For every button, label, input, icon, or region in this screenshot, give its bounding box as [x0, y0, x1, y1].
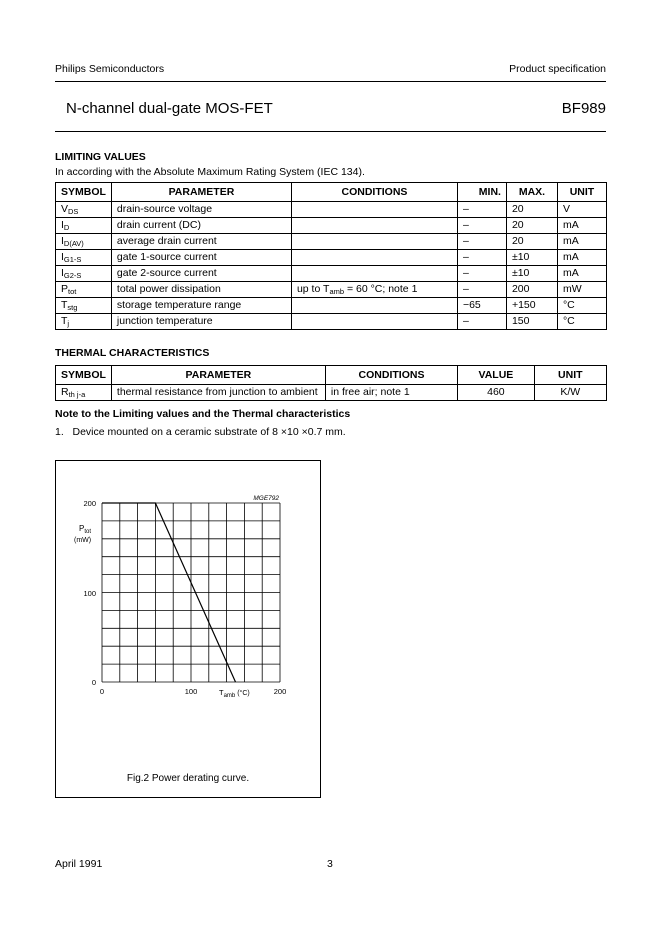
min-cell: – [457, 202, 506, 218]
table-row [56, 385, 607, 401]
symbol-sub: stg [67, 303, 78, 312]
thermal-header-row [56, 366, 607, 385]
symbol-sub: D [63, 223, 70, 232]
unit-cell: mA [557, 234, 606, 250]
y-axis-unit: (mW) [74, 537, 92, 544]
cond-sub: amb [329, 287, 345, 296]
max-cell: ±10 [506, 250, 557, 266]
symbol-sub: tot [68, 287, 77, 296]
note-1: 1. Device mounted on a ceramic substrate of 8 ×10 ×0.7 mm. [55, 426, 346, 438]
parameter-cell: drain current (DC) [111, 218, 291, 234]
limiting-header-row [56, 183, 607, 202]
max-cell: +150 [506, 298, 557, 314]
symbol-main: I [61, 267, 64, 279]
symbol-sub: th j-a [68, 390, 86, 399]
col-parameter: PARAMETER [111, 183, 291, 202]
title-rule [55, 131, 606, 132]
conditions-cell [291, 218, 457, 234]
min-cell: – [457, 314, 506, 330]
symbol-sub: G2-S [63, 271, 82, 280]
unit-cell: mA [557, 266, 606, 282]
max-cell: ±10 [506, 266, 557, 282]
parameter-cell: gate 1-source current [111, 250, 291, 266]
parameter-cell: average drain current [111, 234, 291, 250]
limiting-intro: In according with the Absolute Maximum Rating System (IEC 134). [55, 166, 365, 178]
conditions-cell [291, 250, 457, 266]
unit-cell: mW [557, 282, 606, 298]
max-cell: 20 [506, 234, 557, 250]
symbol-main: R [61, 386, 69, 398]
header-company: Philips Semiconductors [55, 63, 165, 75]
part-number: BF989 [561, 100, 606, 117]
symbol-sub: DS [68, 207, 79, 216]
thermal-heading: THERMAL CHARACTERISTICS [55, 347, 210, 359]
power-derating-chart [56, 461, 320, 797]
symbol-sub: j [67, 319, 70, 328]
table-row [56, 234, 607, 250]
th-col-parameter: PARAMETER [111, 366, 325, 385]
parameter-cell: storage temperature range [111, 298, 291, 314]
conditions-cell [291, 282, 457, 298]
symbol-cell [56, 282, 112, 298]
min-cell: – [457, 234, 506, 250]
parameter-cell: junction temperature [111, 314, 291, 330]
conditions-cell [291, 314, 457, 330]
x-label-sub: amb [223, 693, 236, 699]
x-label-main: T [219, 688, 224, 697]
chart-grid [102, 503, 280, 682]
symbol-sub: G1-S [63, 255, 82, 264]
table-row [56, 298, 607, 314]
symbol-cell [56, 298, 112, 314]
conditions-cell [291, 202, 457, 218]
limiting-table [55, 182, 607, 330]
min-cell: – [457, 218, 506, 234]
figure-caption: Fig.2 Power derating curve. [126, 773, 250, 784]
footer-date: April 1991 [55, 858, 103, 870]
col-min: MIN. [457, 183, 506, 202]
conditions-cell [291, 234, 457, 250]
min-cell: – [457, 266, 506, 282]
symbol-cell [56, 250, 112, 266]
symbol-main: I [61, 219, 64, 231]
page-number: 3 [327, 858, 333, 870]
parameter-cell: drain-source voltage [111, 202, 291, 218]
thermal-table [55, 365, 607, 401]
limiting-heading: LIMITING VALUES [55, 151, 146, 163]
col-max: MAX. [506, 183, 557, 202]
symbol-cell [56, 218, 112, 234]
symbol-main: T [61, 315, 68, 327]
max-cell: 20 [506, 218, 557, 234]
parameter-cell: thermal resistance from junction to ambient [111, 385, 325, 401]
symbol-cell [56, 314, 112, 330]
col-conditions: CONDITIONS [291, 183, 457, 202]
max-cell: 20 [506, 202, 557, 218]
product-title: N-channel dual-gate MOS-FET [66, 100, 273, 117]
x-label-unit: (°C) [235, 690, 250, 697]
table-row [56, 218, 607, 234]
col-unit: UNIT [557, 183, 606, 202]
unit-cell: °C [557, 298, 606, 314]
table-row [56, 250, 607, 266]
conditions-cell [291, 298, 457, 314]
unit-cell: K/W [534, 385, 606, 401]
unit-cell: V [557, 202, 606, 218]
symbol-sub: D(AV) [63, 239, 84, 248]
symbol-main: T [61, 299, 68, 311]
symbol-main: V [61, 203, 69, 215]
th-col-value: VALUE [458, 366, 534, 385]
figure-code: MGE792 [253, 495, 279, 502]
cond-post: = 60 °C; note 1 [344, 283, 418, 295]
unit-cell: mA [557, 218, 606, 234]
y-axis-label [79, 524, 91, 535]
value-cell: 460 [458, 385, 534, 401]
x-tick-100: 100 [184, 687, 198, 696]
parameter-cell: total power dissipation [111, 282, 291, 298]
y-label-main: P [79, 524, 85, 533]
min-cell: −65 [457, 298, 506, 314]
parameter-cell: gate 2-source current [111, 266, 291, 282]
table-row [56, 266, 607, 282]
symbol-cell [56, 202, 112, 218]
table-row [56, 202, 607, 218]
y-tick-100: 100 [83, 589, 96, 598]
table-row [56, 314, 607, 330]
symbol-main: P [61, 283, 69, 295]
y-tick-200: 200 [83, 499, 96, 508]
symbol-cell [56, 266, 112, 282]
notes-heading: Note to the Limiting values and the Thermal characteristics [55, 408, 351, 420]
figure-frame [55, 460, 321, 798]
x-tick-0: 0 [99, 687, 105, 696]
min-cell: – [457, 250, 506, 266]
table-row [56, 282, 607, 298]
max-cell: 150 [506, 314, 557, 330]
x-tick-200: 200 [273, 687, 287, 696]
header-rule [55, 81, 606, 82]
th-col-unit: UNIT [534, 366, 606, 385]
unit-cell: °C [557, 314, 606, 330]
symbol-main: I [61, 251, 64, 263]
min-cell: – [457, 282, 506, 298]
col-symbol: SYMBOL [56, 183, 112, 202]
symbol-cell [56, 385, 112, 401]
th-col-symbol: SYMBOL [56, 366, 112, 385]
y-label-sub: tot [84, 529, 92, 535]
cond-pre: up to T [296, 283, 330, 295]
header-doc-type: Product specification [509, 63, 606, 75]
x-axis-label [219, 688, 250, 699]
max-cell: 200 [506, 282, 557, 298]
conditions-cell: in free air; note 1 [325, 385, 457, 401]
symbol-main: I [61, 235, 64, 247]
conditions-cell [291, 266, 457, 282]
symbol-cell [56, 234, 112, 250]
unit-cell: mA [557, 250, 606, 266]
y-tick-0: 0 [91, 678, 96, 687]
th-col-conditions: CONDITIONS [325, 366, 457, 385]
